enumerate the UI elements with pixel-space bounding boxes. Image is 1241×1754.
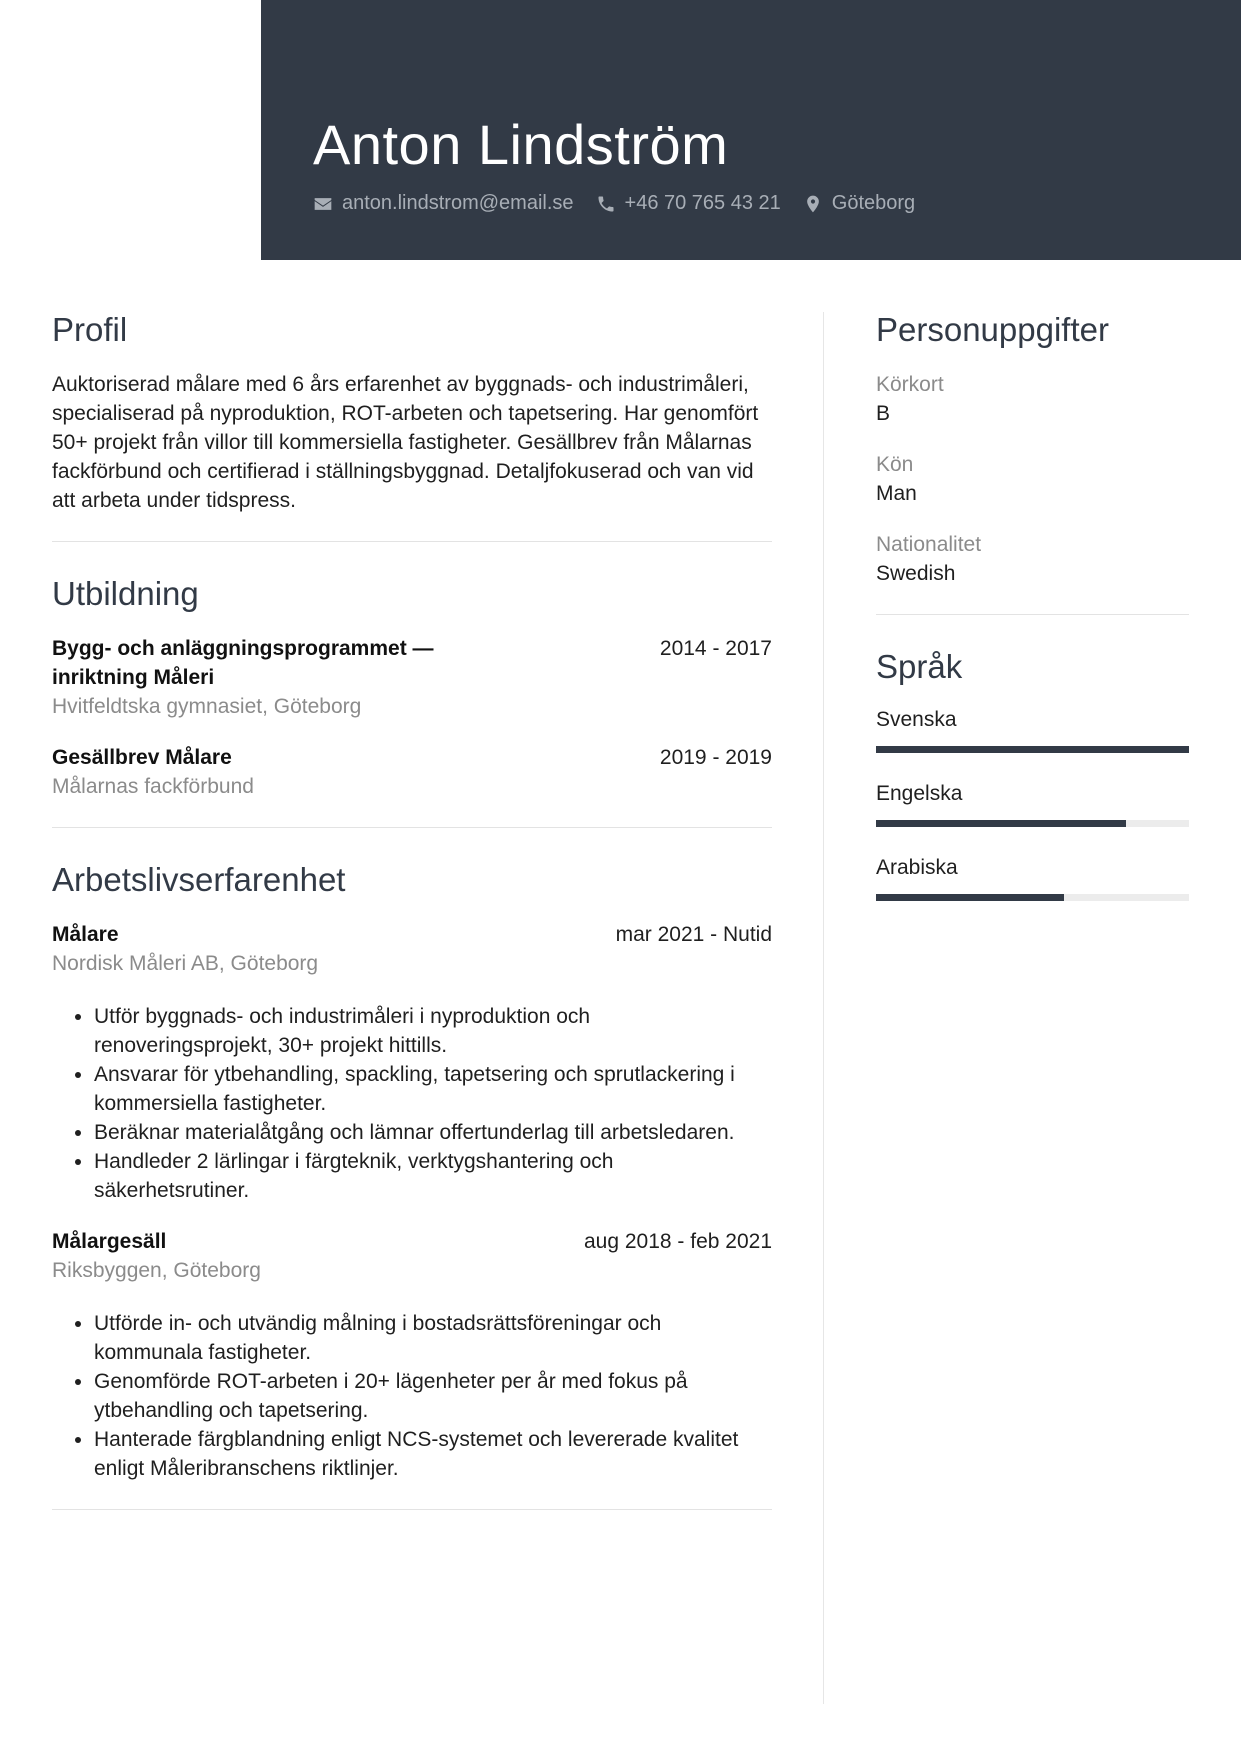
experience-entry <box>52 1227 772 1483</box>
candidate-name: Anton Lindström <box>313 113 729 176</box>
list-item: • Beräknar materialåtgång och lämnar offertunderlag till arbetsledaren. <box>94 1118 772 1147</box>
personal-label: Körkort <box>876 373 944 396</box>
job-employer: Riksbyggen, Göteborg <box>52 1259 261 1282</box>
phone-icon <box>596 194 616 214</box>
language-name: Arabiska <box>876 856 958 879</box>
education-section <box>52 572 772 828</box>
personal-item <box>876 370 1189 428</box>
list-item: • Utför byggnads- och industrimåleri i nyproduktion och renoveringsprojekt, 30+ projekt hittills. <box>94 1002 772 1060</box>
education-school: Målarnas fackförbund <box>52 775 254 798</box>
job-date: mar 2021 - Nutid <box>615 923 772 946</box>
personal-value: Swedish <box>876 562 956 585</box>
education-date: 2019 - 2019 <box>659 746 772 769</box>
job-title: Målargesäll <box>52 1230 167 1253</box>
personal-item <box>876 530 1189 588</box>
language-level-bar <box>876 894 1189 901</box>
experience-section <box>52 858 772 1510</box>
list-item: • Ansvarar för ytbehandling, spackling, tapetsering och sprutlackering i kommersiella fastigheter. <box>94 1060 772 1118</box>
job-bullets <box>52 1309 772 1483</box>
contact-email-text: anton.lindstrom@email.se <box>342 192 574 214</box>
education-school: Hvitfeldtska gymnasiet, Göteborg <box>52 695 362 718</box>
language-name: Svenska <box>876 708 957 731</box>
personal-value: Man <box>876 482 917 505</box>
language-level-bar <box>876 820 1189 827</box>
job-bullets <box>52 1002 772 1205</box>
language-level-fill <box>876 820 1126 827</box>
profile-summary: Auktoriserad målare med 6 års erfarenhet av byggnads- och industrimåleri, specialiserad på nyproduktion, ROT-arbeten och tapetsering. Har genomfört 50+ projekt från villor till kommersiella fastigheter. Gesällbrev från Målarnas fackförbund och certifierad i ställningsbyggnad. Detaljfokuserad och van vid att arbeta under tidspress. <box>52 373 759 512</box>
education-title: Gesällbrev Målare <box>52 746 232 769</box>
education-date: 2014 - 2017 <box>659 637 772 660</box>
contact-location <box>803 192 915 215</box>
language-level-fill <box>876 894 1064 901</box>
language-level-fill <box>876 746 1189 753</box>
contact-location-text: Göteborg <box>831 192 916 214</box>
header-banner <box>261 0 1241 260</box>
personal-section <box>876 308 1189 615</box>
personal-value: B <box>876 402 891 425</box>
language-item <box>876 779 1189 827</box>
education-title: Bygg- och anläggningsprogrammet — inriktning Måleri <box>52 637 434 689</box>
list-item: • Handleder 2 lärlingar i färgteknik, verktygshantering och säkerhetsrutiner. <box>94 1147 772 1205</box>
education-entry <box>52 634 772 721</box>
job-date: aug 2018 - feb 2021 <box>584 1230 772 1253</box>
section-title-experience: Arbetslivserfarenhet <box>52 861 346 898</box>
personal-label: Nationalitet <box>876 533 982 556</box>
section-title-education: Utbildning <box>52 575 199 612</box>
profile-section <box>52 308 772 542</box>
language-name: Engelska <box>876 782 963 805</box>
personal-item <box>876 450 1189 508</box>
main-column <box>52 308 772 1540</box>
list-item: • Utförde in- och utvändig målning i bostadsrättsföreningar och kommunala fastigheter. <box>94 1309 772 1367</box>
education-entry <box>52 743 772 801</box>
list-item: • Hanterade färgblandning enligt NCS-systemet och levererade kvalitet enligt Måleribranschens riktlinjer. <box>94 1425 772 1483</box>
section-title-personal: Personuppgifter <box>876 311 1109 348</box>
job-employer: Nordisk Måleri AB, Göteborg <box>52 952 319 975</box>
contact-bar <box>313 192 937 215</box>
section-title-languages: Språk <box>876 648 963 685</box>
language-item <box>876 705 1189 753</box>
section-title-profile: Profil <box>52 311 128 348</box>
contact-email[interactable] <box>313 192 574 215</box>
language-level-bar <box>876 746 1189 753</box>
language-item <box>876 853 1189 901</box>
location-pin-icon <box>803 194 823 214</box>
job-title: Målare <box>52 923 119 946</box>
experience-entry <box>52 920 772 1205</box>
envelope-icon <box>313 194 333 214</box>
sidebar-column <box>876 308 1189 901</box>
personal-label: Kön <box>876 453 914 476</box>
list-item: • Genomförde ROT-arbeten i 20+ lägenheter per år med fokus på ytbehandling och tapetsering. <box>94 1367 772 1425</box>
column-divider <box>823 312 824 1704</box>
languages-section <box>876 645 1189 901</box>
contact-phone-text: +46 70 765 43 21 <box>624 192 781 214</box>
contact-phone[interactable] <box>596 192 781 215</box>
